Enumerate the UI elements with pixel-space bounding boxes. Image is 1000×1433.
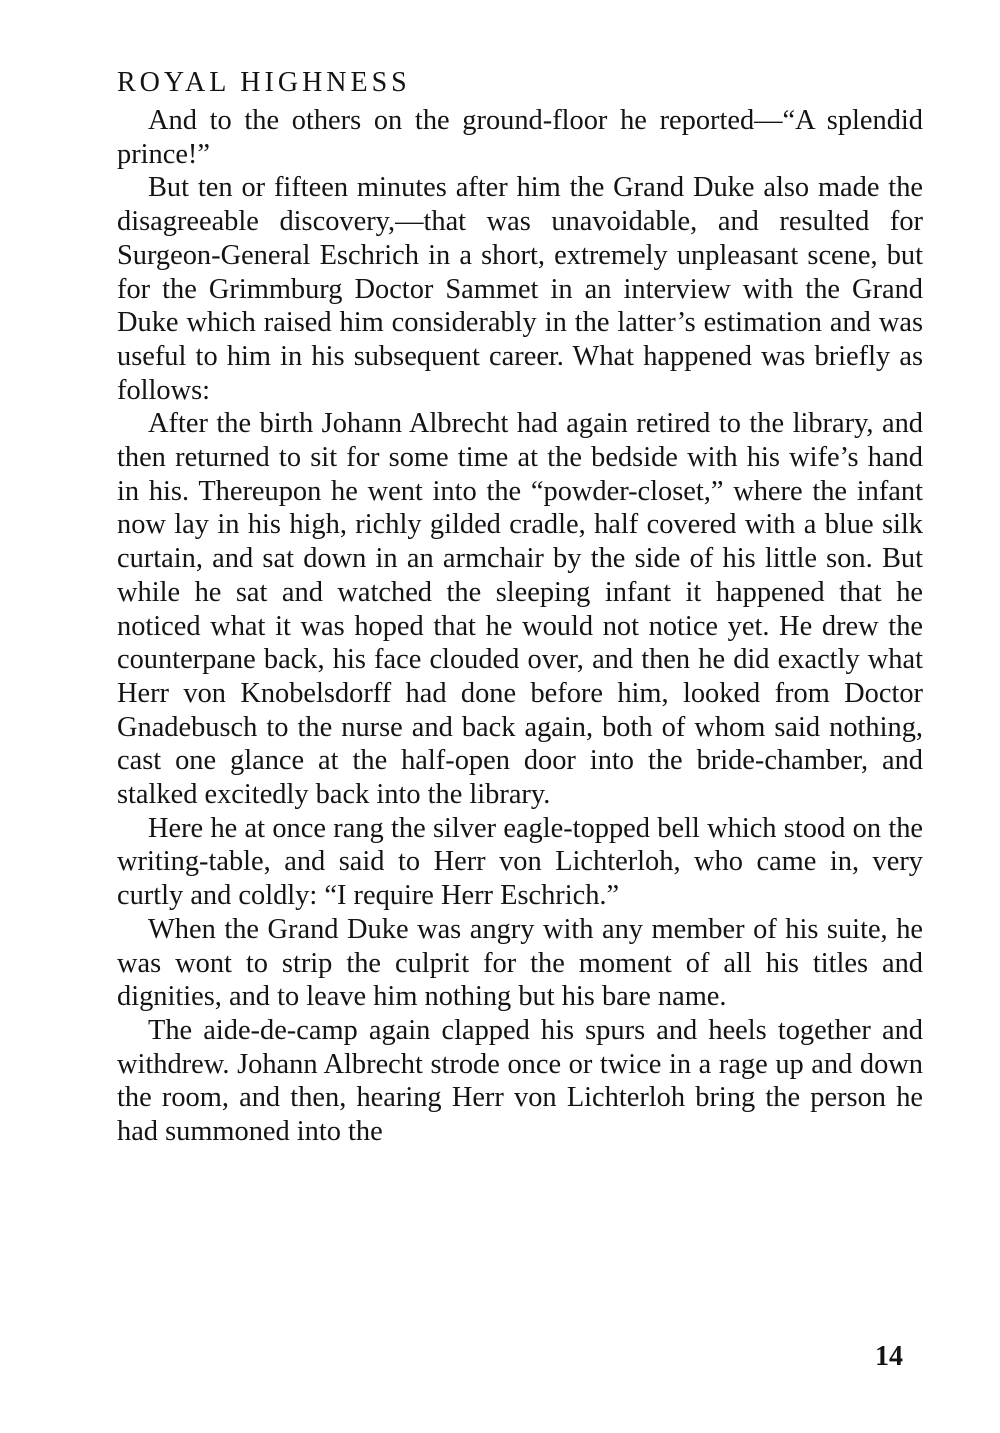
paragraph-3: After the birth Johann Albrecht had again retired to the library, and then returned to sit for some time at the bedside with his wife’s hand in his. Thereupon he went into the “powder-closet,” where the infant now lay in his high, richly gilded cradle, half covered with a blue silk curtain, and sat down in an armchair by the side of his little son. But while he sat and watched the sleeping infant it happened that he noticed what it was hoped that he would not notice yet. He drew the counterpane back, his face clouded over, and then he did exactly what Herr von Knobelsdorff had done before him, looked from Doctor Gnadebusch to the nurse and back again, both of whom said nothing, cast one glance at the half-open door into the bride-chamber, and stalked excitedly back into the library. [117,408,923,811]
running-head: ROYAL HIGHNESS [117,67,411,98]
paragraph-4: Here he at once rang the silver eagle-topped bell which stood on the writing-table, and said to Herr von Lichterloh, who came in, very curtly and coldly: “I require Herr Eschrich.” [117,812,923,912]
paragraph-5: When the Grand Duke was angry with any member of his suite, he was wont to strip the culprit for the moment of all his titles and dignities, and to leave him nothing but his bare name. [117,913,923,1013]
page-text-block [117,66,923,1149]
paragraph-1: And to the others on the ground-floor he reported—“A splendid prince!” [117,105,923,170]
page-number: 14 [875,1341,903,1372]
paragraph-6: The aide-de-camp again clapped his spurs and heels together and withdrew. Johann Albrecht strode once or twice in a rage up and down the room, and then, hearing Herr von Lichterloh bring the person he had summoned into the [117,1014,923,1148]
paragraph-2: But ten or fifteen minutes after him the Grand Duke also made the disagreeable discovery,—that was unavoidable, and resulted for Surgeon-General Eschrich in a short, extremely unpleasant scene, but for the Grimmburg Doctor Sammet in an interview with the Grand Duke which raised him considerably in the latter’s estimation and was useful to him in his subsequent career. What happened was briefly as follows: [117,172,923,406]
